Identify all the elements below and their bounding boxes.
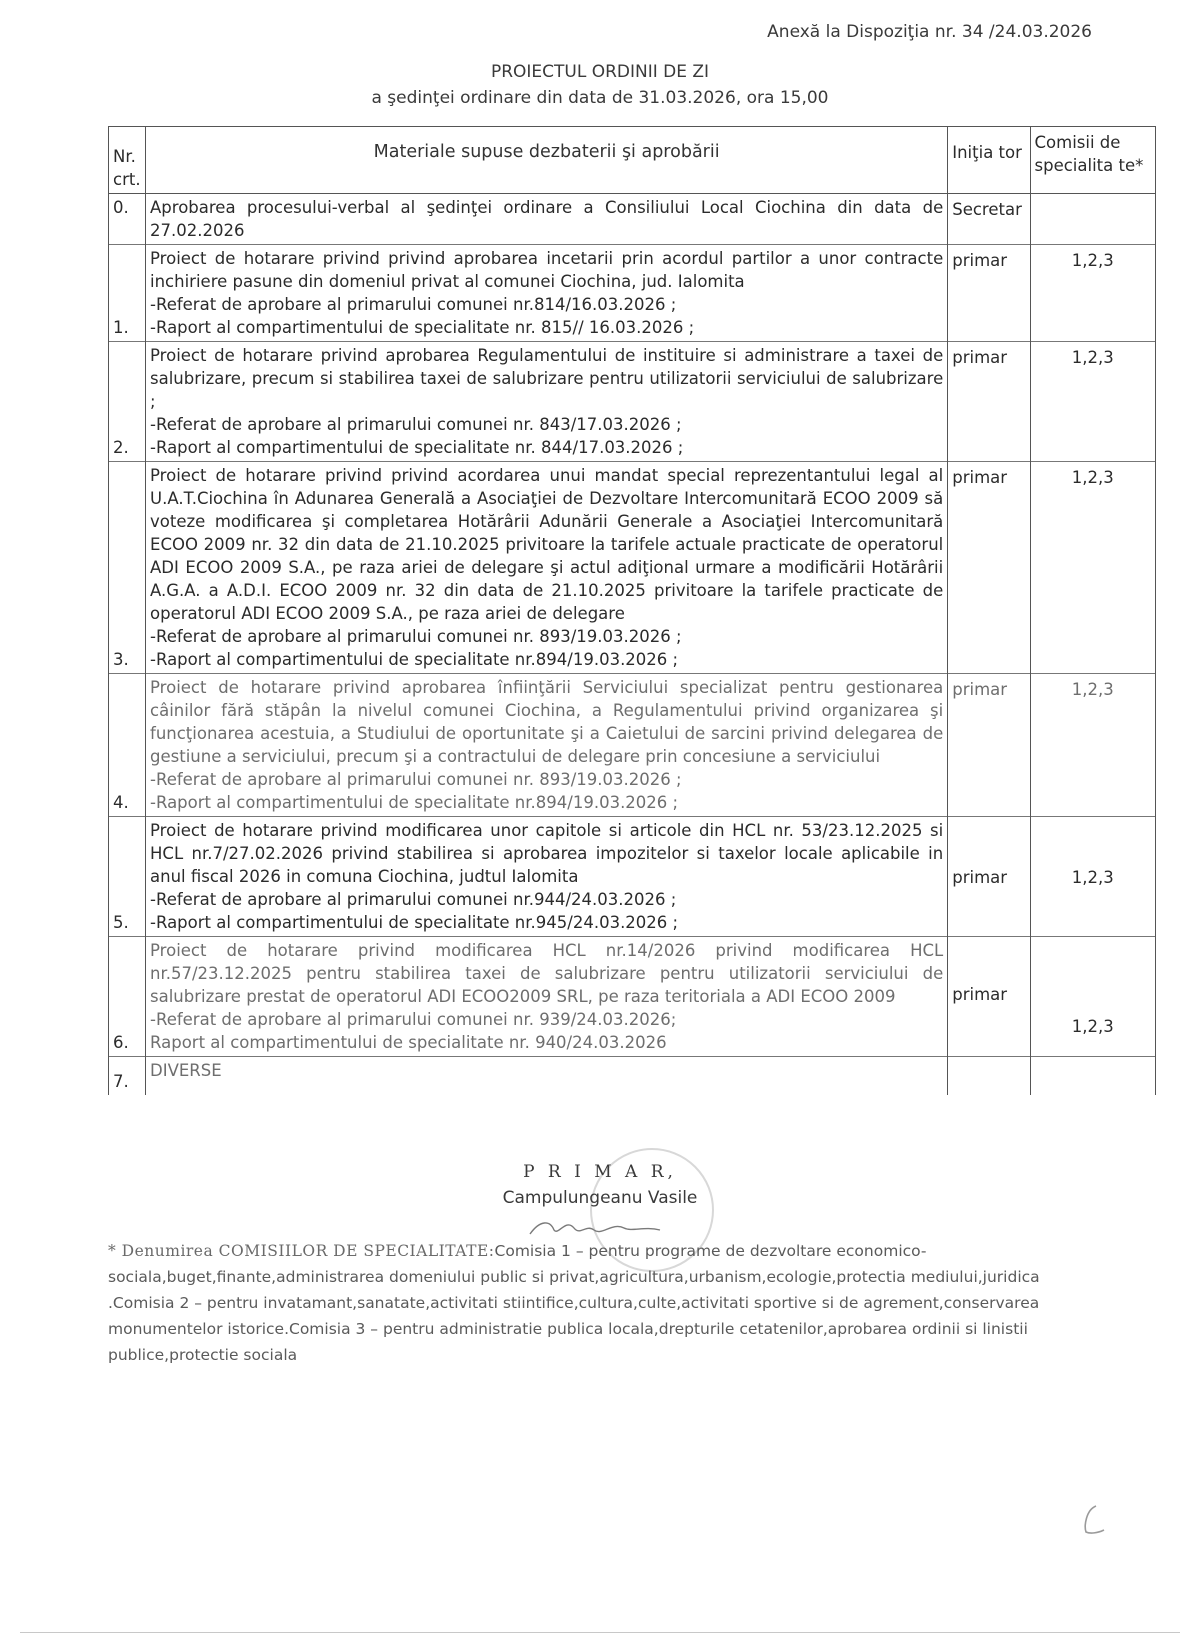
- material-line: -Raport al compartimentului de specialitate nr.894/19.03.2026 ;: [150, 793, 679, 812]
- material-line: -Raport al compartimentului de specialitate nr. 844/17.03.2026 ;: [150, 438, 684, 457]
- row-initiator: primar: [948, 245, 1030, 342]
- signatory-role: P R I M A R,: [523, 1162, 677, 1182]
- agenda-row: [109, 937, 1156, 1057]
- agenda-header-row: [109, 127, 1156, 194]
- footnote-lead: * Denumirea COMISIILOR DE SPECIALITATE:: [108, 1242, 495, 1260]
- header-nr: Nr. crt.: [109, 127, 146, 194]
- row-committees: 1,2,3: [1030, 674, 1156, 817]
- row-materials: [146, 674, 948, 817]
- material-line: -Referat de aprobare al primarului comunei nr. 843/17.03.2026 ;: [150, 415, 682, 434]
- material-line: Proiect de hotarare privind aprobarea Regulamentului de instituire si administrare a taxei de salubrizare, precum si stabilirea taxei de salubrizare pentru utilizatorii serviciului de salubrizare ;: [150, 346, 944, 411]
- row-initiator: primar: [948, 937, 1030, 1057]
- row-committees: 1,2,3: [1030, 245, 1156, 342]
- material-line: Proiect de hotarare privind privind aprobarea incetarii prin acordul partilor a unor contracte inchiriere pasune din domeniul privat al comunei Ciochina, jud. Ialomita: [150, 249, 944, 291]
- agenda-row: [109, 342, 1156, 462]
- row-number: 0.: [109, 194, 146, 245]
- row-committees: 1,2,3: [1030, 937, 1156, 1057]
- row-committees: 1,2,3: [1030, 462, 1156, 674]
- row-initiator: primar: [948, 817, 1030, 937]
- material-line: -Raport al compartimentului de specialitate nr. 815// 16.03.2026 ;: [150, 318, 695, 337]
- row-materials: [146, 194, 948, 245]
- page-initial-mark-icon: [1078, 1500, 1108, 1540]
- row-number: 3.: [109, 462, 146, 674]
- agenda-row: [109, 245, 1156, 342]
- agenda-row: [109, 674, 1156, 817]
- row-number: 6.: [109, 937, 146, 1057]
- material-line: Proiect de hotarare privind privind acordarea unui mandat special reprezentantului legal al U.A.T.Ciochina în Adunarea Generală a Asociaţiei de Dezvoltare Intercomunitară ECOO 2009 să voteze modificarea şi completarea Hotărârii Adunării Generale a Asociaţiei Intercomunitară ECOO 2009 nr. 32 din data de 21.10.2025 privitoare la tarifele actuale practicate de operatorul ADI ECOO 2009 S.A., pe raza ariei de delegare şi actul adiţional urmare a modificării Hotărârii A.G.A. a A.D.I. ECOO 2009 nr. 32 din data de 21.10.2025 privitoare la tarifele practicate de operatorul ADI ECOO 2009 S.A., pe raza ariei de delegare: [150, 466, 944, 623]
- row-number: 7.: [109, 1057, 146, 1096]
- row-initiator: primar: [948, 462, 1030, 674]
- row-number: 4.: [109, 674, 146, 817]
- row-materials: [146, 245, 948, 342]
- material-line: -Referat de aprobare al primarului comunei nr.814/16.03.2026 ;: [150, 295, 677, 314]
- row-committees: 1,2,3: [1030, 817, 1156, 937]
- signatory-name: Campulungeanu Vasile: [502, 1188, 698, 1208]
- header-committees: Comisii de specialita te*: [1030, 127, 1156, 194]
- material-line: -Referat de aprobare al primarului comunei nr. 893/19.03.2026 ;: [150, 770, 682, 789]
- header-materials: Materiale supuse dezbaterii şi aprobării: [146, 127, 948, 194]
- row-materials: [146, 462, 948, 674]
- row-committees: 1,2,3: [1030, 342, 1156, 462]
- row-committees: [1030, 1057, 1156, 1096]
- row-number: 1.: [109, 245, 146, 342]
- material-line: Proiect de hotarare privind modificarea unor capitole si articole din HCL nr. 53/23.12.2025 si HCL nr.7/27.02.2026 privind stabilirea si aprobarea impozitelor si taxelor locale aplicabile in anul fiscal 2026 in comuna Ciochina, judtul Ialomita: [150, 821, 944, 886]
- row-initiator: primar: [948, 674, 1030, 817]
- row-initiator: primar: [948, 342, 1030, 462]
- row-materials: [146, 937, 948, 1057]
- row-materials: [146, 817, 948, 937]
- row-initiator: Secretar: [948, 194, 1030, 245]
- row-number: 2.: [109, 342, 146, 462]
- material-line: Raport al compartimentului de specialitate nr. 940/24.03.2026: [150, 1033, 667, 1052]
- document-title: PROIECTUL ORDINII DE ZI: [490, 62, 710, 82]
- material-line: -Referat de aprobare al primarului comunei nr.944/24.03.2026 ;: [150, 890, 677, 909]
- row-materials: [146, 342, 948, 462]
- material-line: Aprobarea procesului-verbal al şedinţei ordinare a Consiliului Local Ciochina din data de 27.02.2026: [150, 198, 944, 240]
- agenda-table: [108, 126, 1156, 1095]
- row-number: 5.: [109, 817, 146, 937]
- agenda-row: [109, 817, 1156, 937]
- material-line: -Raport al compartimentului de specialitate nr.945/24.03.2026 ;: [150, 913, 679, 932]
- row-committees: [1030, 194, 1156, 245]
- row-materials: [146, 1057, 948, 1096]
- agenda-row: [109, 194, 1156, 245]
- material-line: -Raport al compartimentului de specialitate nr.894/19.03.2026 ;: [150, 650, 679, 669]
- material-line: -Referat de aprobare al primarului comunei nr. 939/24.03.2026;: [150, 1010, 677, 1029]
- agenda-row: [109, 462, 1156, 674]
- row-initiator: [948, 1057, 1030, 1096]
- footnote-text: Comisia 1 – pentru programe de dezvoltare economico-sociala,buget,finante,administrarea domeniului public si privat,agricultura,urbanism,ecologie,protectia mediului,juridica .Comisia 2 – pentru invatamant,sanatate,activitati stiintifice,cultura,culte,activitati sportive si de agrement,conservarea monumentelor istorice.Comisia 3 – pentru administratie publica locala,drepturile cetatenilor,aprobarea ordinii si linistii publice,protectie sociala: [108, 1242, 1040, 1364]
- material-line: Proiect de hotarare privind aprobarea înfiinţării Serviciului specializat pentru gestionarea câinilor fără stăpân la nivelul comunei Ciochina, a Regulamentului privind organizarea şi funcţionarea acestuia, a Studiului de oportunitate şi a Caietului de sarcini privind delegarea de gestiune a serviciului, precum şi a contractului de delegare prin concesiune a serviciului: [150, 678, 944, 766]
- agenda-row: [109, 1057, 1156, 1096]
- annex-reference: Anexă la Dispoziţia nr. 34 /24.03.2026: [767, 22, 1092, 42]
- header-initiator: Iniţia tor: [948, 127, 1030, 194]
- material-line: DIVERSE: [150, 1061, 222, 1080]
- document-subtitle: a şedinţei ordinare din data de 31.03.2026, ora 15,00: [371, 88, 829, 108]
- material-line: -Referat de aprobare al primarului comunei nr. 893/19.03.2026 ;: [150, 627, 682, 646]
- material-line: Proiect de hotarare privind modificarea HCL nr.14/2026 privind modificarea HCL nr.57/23.12.2025 pentru stabilirea taxei de salubrizare pentru utilizatorii serviciului de salubrizare prestat de operatorul ADI ECOO2009 SRL, pe raza teritoriala a ADI ECOO 2009: [150, 941, 944, 1006]
- committees-footnote: [108, 1238, 1056, 1368]
- page-bottom-rule: [20, 1632, 1180, 1633]
